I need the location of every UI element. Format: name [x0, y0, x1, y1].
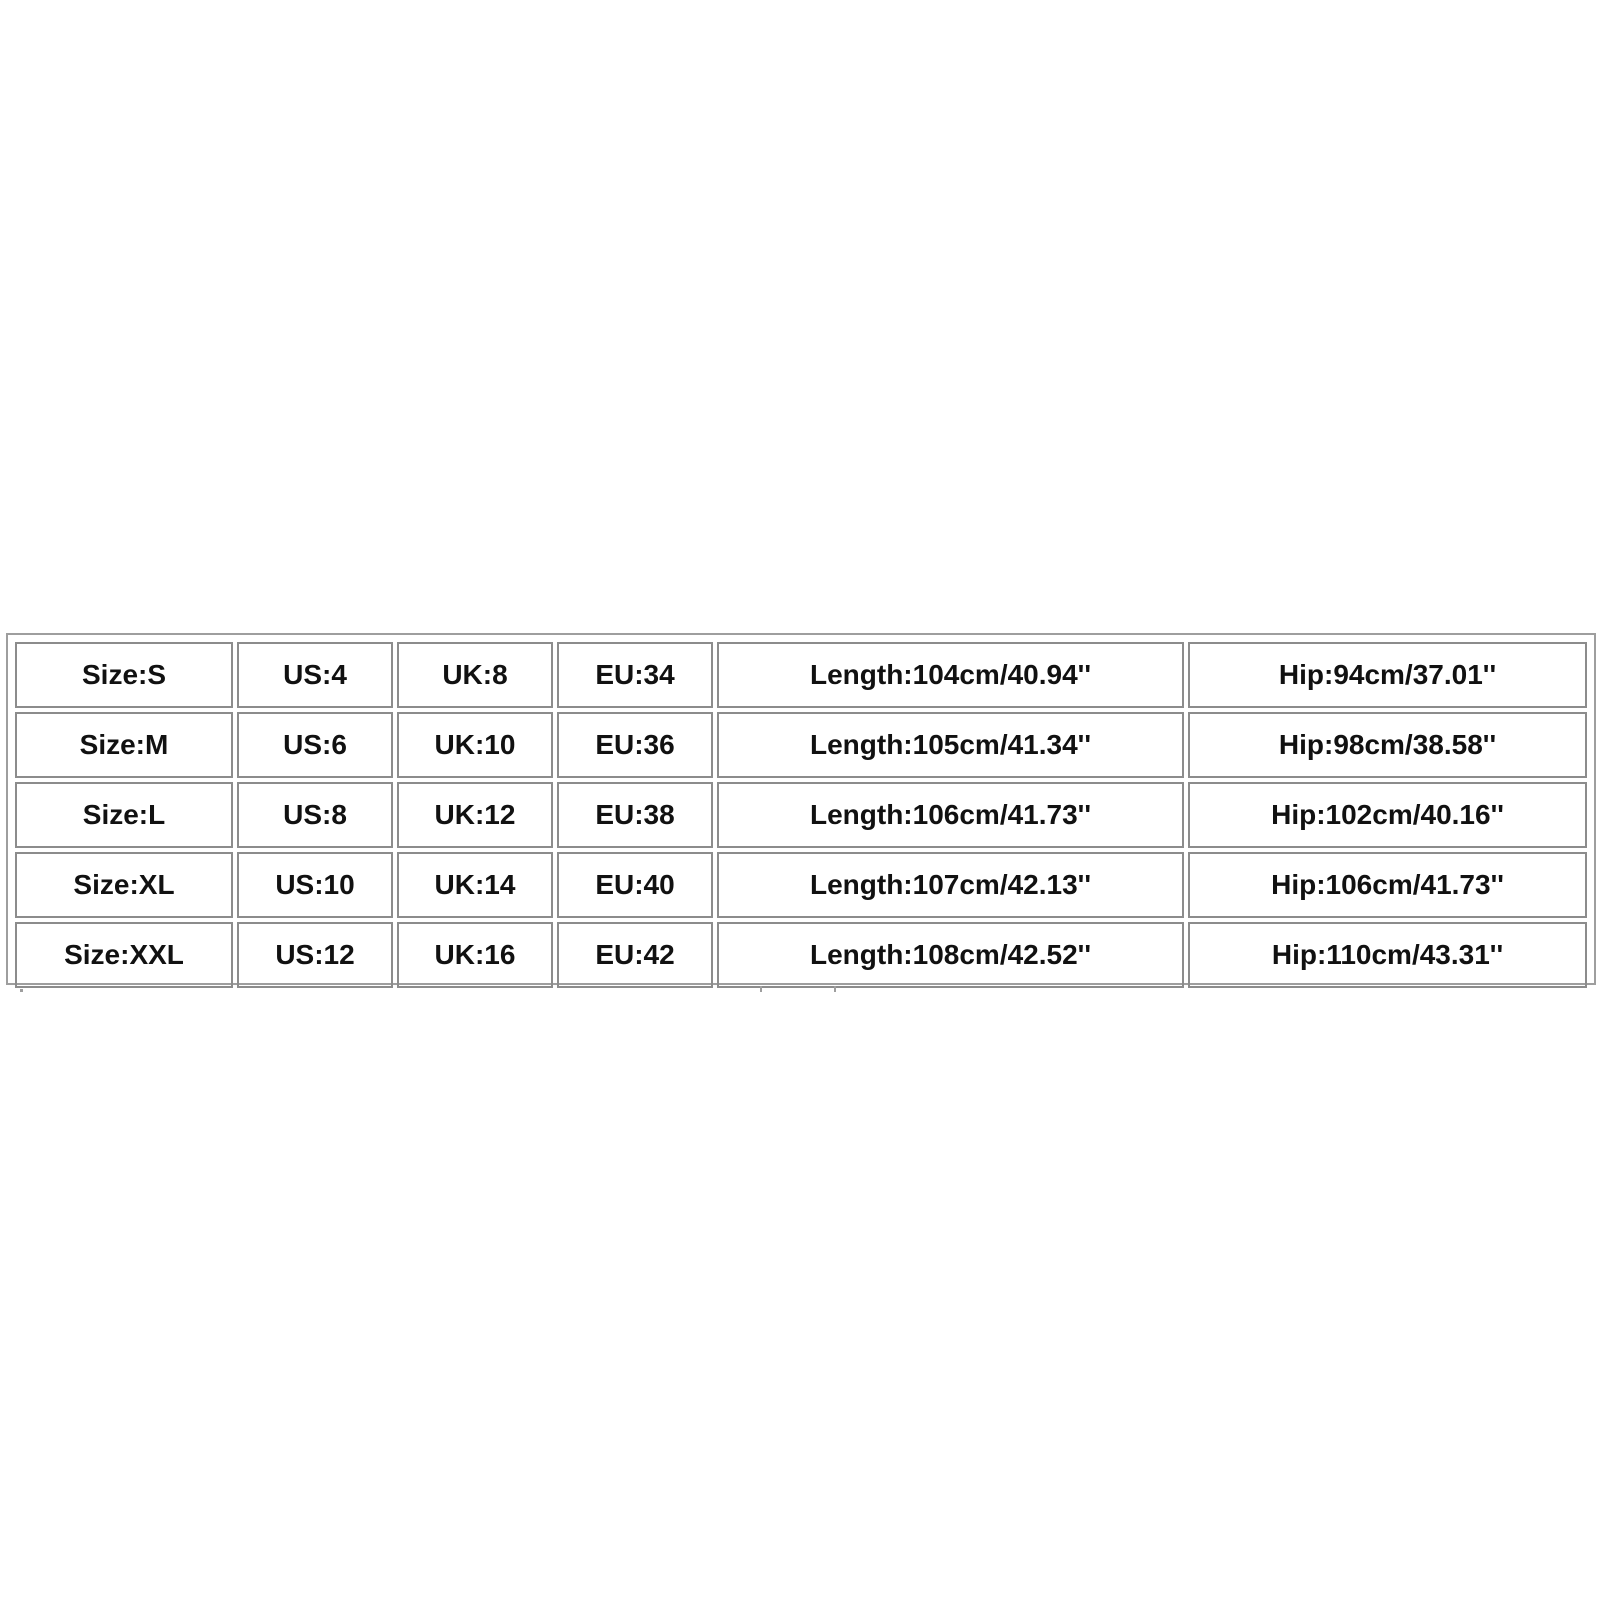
length-cell: Length:105cm/41.34'' [717, 712, 1184, 778]
eu-size-cell: EU:34 [557, 642, 713, 708]
uk-size-cell: UK:10 [397, 712, 553, 778]
length-cell: Length:106cm/41.73'' [717, 782, 1184, 848]
table-row [15, 642, 1587, 708]
size-chart [6, 633, 1596, 985]
table-row [15, 782, 1587, 848]
length-cell: Length:107cm/42.13'' [717, 852, 1184, 918]
length-cell: Length:104cm/40.94'' [717, 642, 1184, 708]
uk-size-cell: UK:16 [397, 922, 553, 988]
hip-cell: Hip:98cm/38.58'' [1188, 712, 1587, 778]
divider-tick [760, 986, 762, 992]
divider-tick [20, 989, 23, 992]
hip-cell: Hip:110cm/43.31'' [1188, 922, 1587, 988]
size-cell: Size:M [15, 712, 233, 778]
table-row [15, 922, 1587, 988]
size-cell: Size:L [15, 782, 233, 848]
us-size-cell: US:12 [237, 922, 393, 988]
length-cell: Length:108cm/42.52'' [717, 922, 1184, 988]
table-row [15, 712, 1587, 778]
table-row [15, 852, 1587, 918]
size-table [11, 638, 1591, 992]
hip-cell: Hip:106cm/41.73'' [1188, 852, 1587, 918]
uk-size-cell: UK:12 [397, 782, 553, 848]
size-cell: Size:XL [15, 852, 233, 918]
eu-size-cell: EU:36 [557, 712, 713, 778]
hip-cell: Hip:102cm/40.16'' [1188, 782, 1587, 848]
eu-size-cell: EU:40 [557, 852, 713, 918]
uk-size-cell: UK:14 [397, 852, 553, 918]
size-cell: Size:XXL [15, 922, 233, 988]
us-size-cell: US:8 [237, 782, 393, 848]
us-size-cell: US:4 [237, 642, 393, 708]
eu-size-cell: EU:38 [557, 782, 713, 848]
divider-tick [834, 986, 836, 992]
us-size-cell: US:10 [237, 852, 393, 918]
uk-size-cell: UK:8 [397, 642, 553, 708]
eu-size-cell: EU:42 [557, 922, 713, 988]
size-cell: Size:S [15, 642, 233, 708]
hip-cell: Hip:94cm/37.01'' [1188, 642, 1587, 708]
us-size-cell: US:6 [237, 712, 393, 778]
